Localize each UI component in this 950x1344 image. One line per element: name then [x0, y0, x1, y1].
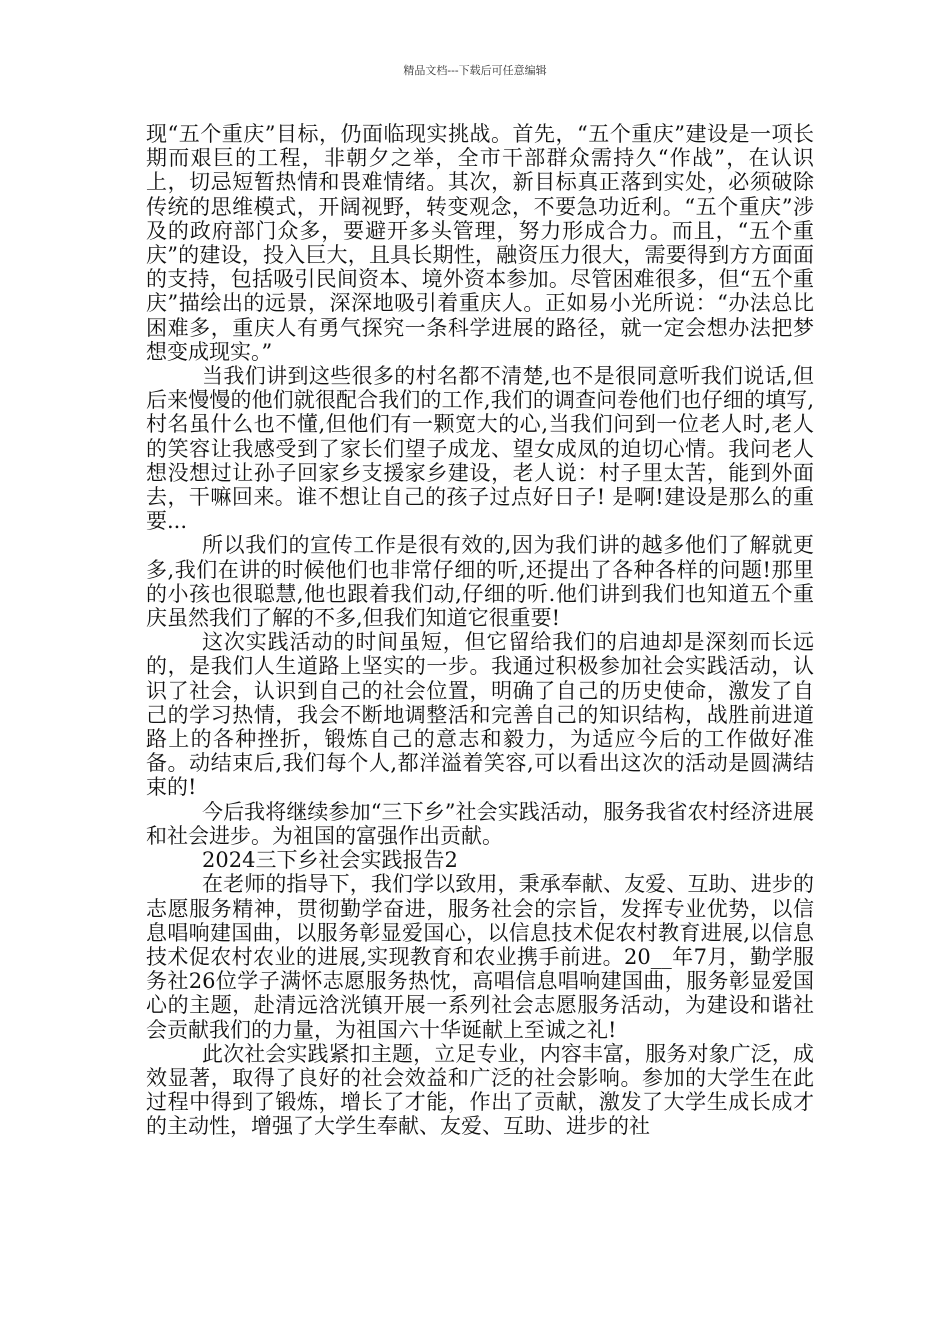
document-body	[146, 122, 814, 1139]
paragraph: 这次实践活动的时间虽短，但它留给我们的启迪却是深刻而长远的，是我们人生道路上坚实的一步。我通过积极参加社会实践活动，认识了社会，认识到自己的社会位置，明确了自己的历史使命，激发了自己的学习热情，我会不断地调整活和完善自己的知识结构，战胜前进道路上的各种挫折，锻炼自己的意志和毅力，为适应今后的工作做好准备。动结束后,我们每个人,都洋溢着笑容,可以看出这次的活动是圆满结束的!	[146, 630, 814, 800]
paragraph: 在老师的指导下，我们学以致用，秉承奉献、友爱、互助、进步的志愿服务精神，贯彻勤学奋进，服务社会的宗旨，发挥专业优势，以信息唱响建国曲，以服务彰显爱国心，以信息技术促农村教育进展,以信息技术促农村农业的进展,实现教育和农业携手前进。20__年7月，勤学服务社26位学子满怀志愿服务热忱，高唱信息唱响建国曲，服务彰显爱国心的主题，赴清远浛洸镇开展一系列社会志愿服务活动，为建设和谐社会贡献我们的力量，为祖国六十华诞献上至诚之礼!	[146, 872, 814, 1042]
paragraph: 所以我们的宣传工作是很有效的,因为我们讲的越多他们了解就更多,我们在讲的时候他们也非常仔细的听,还提出了各种各样的问题!那里的小孩也很聪慧,他也跟着我们动,仔细的听.他们讲到我们也知道五个重庆虽然我们了解的不多,但我们知道它很重要!	[146, 533, 814, 631]
paragraph-continuation: 现“五个重庆”目标，仍面临现实挑战。首先，“五个重庆”建设是一项长期而艰巨的工程，非朝夕之举，全市干部群众需持久“作战”，在认识上，切忌短暂热情和畏难情绪。其次，新目标真正落到实处，必须破除传统的思维模式，开阔视野，转变观念，不要急功近利。“五个重庆”涉及的政府部门众多，要避开多头管理，努力形成合力。而且，“五个重庆”的建设，投入巨大，且具长期性，融资压力很大，需要得到方方面面的支持，包括吸引民间资本、境外资本参加。尽管困难很多，但“五个重庆”描绘出的远景，深深地吸引着重庆人。正如易小光所说：“办法总比困难多，重庆人有勇气探究一条科学进展的路径，就一定会想办法把梦想变成现实。”	[146, 122, 814, 364]
paragraph: 今后我将继续参加“三下乡”社会实践活动，服务我省农村经济进展和社会进步。为祖国的富强作出贡献。	[146, 799, 814, 848]
page-header: 精品文档---下载后可任意编辑	[403, 64, 547, 77]
paragraph: 当我们讲到这些很多的村名都不清楚,也不是很同意听我们说话,但后来慢慢的他们就很配合我们的工作,我们的调查问卷他们也仔细的填写,村名虽什么也不懂,但他们有一颗宽大的心,当我们问到一位老人时,老人的笑容让我感受到了家长们望子成龙、望女成凤的迫切心情。我问老人想没想过让孙子回家乡支援家乡建设，老人说：村子里太苦，能到外面去，干嘛回来。谁不想让自己的孩子过点好日子! 是啊!建设是那么的重要...	[146, 364, 814, 534]
paragraph: 此次社会实践紧扣主题，立足专业，内容丰富，服务对象广泛，成效显著，取得了良好的社会效益和广泛的社会影响。参加的大学生在此过程中得到了锻炼，增长了才能，作出了贡献，激发了大学生成长成才的主动性，增强了大学生奉献、友爱、互助、进步的社	[146, 1041, 814, 1139]
section-title: 2024三下乡社会实践报告2	[202, 848, 458, 873]
